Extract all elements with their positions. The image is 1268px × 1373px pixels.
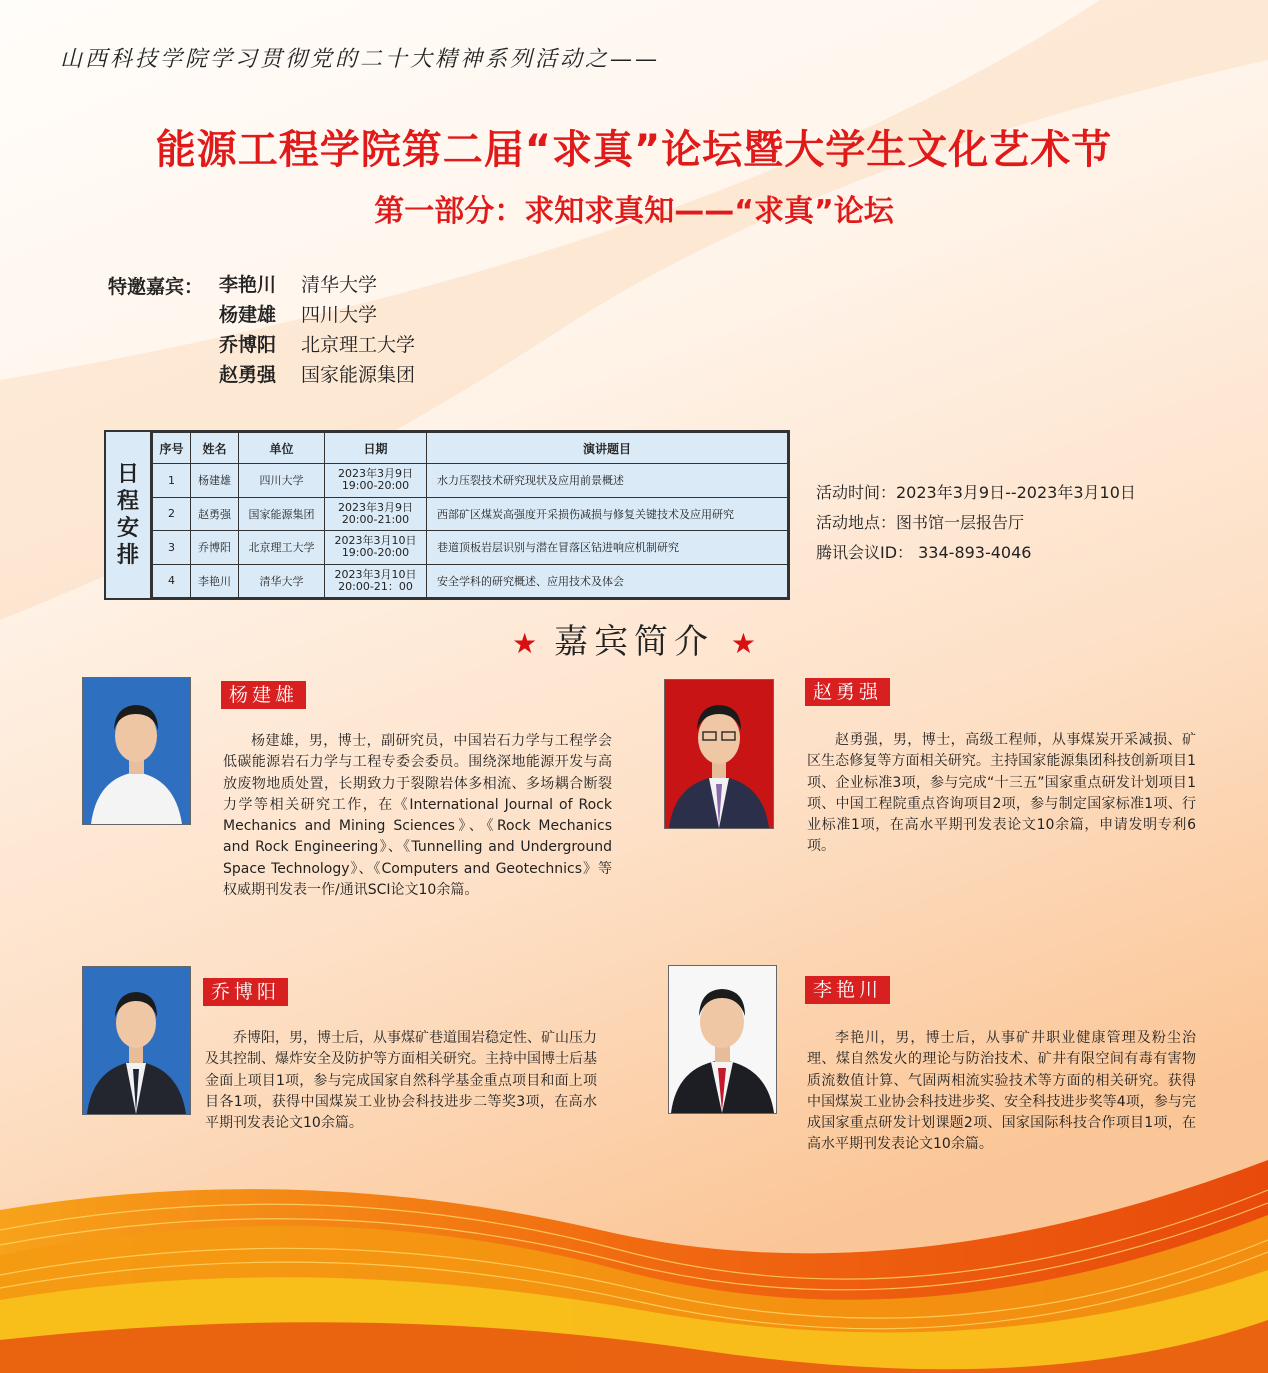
guest-name: 杨建雄	[219, 304, 277, 326]
cell-topic: 安全学科的研究概述、应用技术及体会	[427, 564, 788, 598]
schedule-table	[104, 430, 790, 600]
guest-unit: 四川大学	[301, 304, 378, 326]
header-line: 山西科技学院学习贯彻党的二十大精神系列活动之——	[60, 47, 661, 72]
cell-topic: 巷道顶板岩层识别与潜在冒落区钻进响应机制研究	[427, 531, 788, 565]
cell-no: 1	[153, 464, 191, 498]
profile-bio: 乔博阳，男，博士后，从事煤矿巷道围岩稳定性、矿山压力及其控制、爆炸安全及防护等方面相关研究。主持中国博士后基金面上项目1项，参与完成国家自然科学基金重点项目和面上项目各1项，获得中国煤炭工业协会科技进步二等奖3项，在高水平期刊发表论文10余篇。	[205, 1030, 597, 1132]
schedule-tag-char: 安	[116, 516, 139, 541]
intro-title-text: 嘉宾简介	[554, 622, 714, 662]
cell-topic: 水力压裂技术研究现状及应用前景概述	[427, 464, 788, 498]
cell-topic: 西部矿区煤炭高强度开采损伤减损与修复关键技术及应用研究	[427, 497, 788, 531]
date-time: 19:00-20:00	[341, 546, 410, 560]
profile-name-tag: 乔博阳	[203, 978, 288, 1006]
profile-name-tag: 杨建雄	[221, 681, 306, 709]
schedule-tag-char: 排	[116, 543, 139, 568]
table-header-row	[153, 433, 788, 464]
cell-no: 3	[153, 531, 191, 565]
profile-name-tag: 赵勇强	[805, 678, 890, 706]
cell-name: 杨建雄	[191, 464, 239, 498]
cell-no: 4	[153, 564, 191, 598]
table-row	[153, 497, 788, 531]
star-icon: ★	[730, 627, 756, 660]
profile-bio: 杨建雄，男，博士，副研究员，中国岩石力学与工程学会低碳能源岩石力学与工程专委会委员。围绕深地能源开发与高放废物地质处置，长期致力于裂隙岩体多相流、多场耦合断裂力学等相关研究工作，在《International Journal of Rock Mechanics and Mining Sciences》、《Rock Mechanics and Rock Engineering》、《Tunnelling and Underground Space Technology》、《Computers and Geotechnics》等权威期刊发表一作/通讯SCI论文10余篇。	[223, 733, 612, 899]
cell-unit: 四川大学	[239, 464, 325, 498]
column-header: 演讲题目	[427, 433, 788, 464]
star-icon: ★	[512, 627, 538, 660]
cell-date	[325, 564, 427, 598]
date-day: 2023年3月10日	[334, 534, 417, 548]
portrait-photo	[82, 677, 191, 825]
column-header: 姓名	[191, 433, 239, 464]
event-time: 活动时间：2023年3月9日--2023年3月10日	[816, 483, 1136, 502]
profile-bio: 赵勇强，男，博士，高级工程师，从事煤炭开采减损、矿区生态修复等方面相关研究。主持国家能源集团科技创新项目1项、企业标准3项，参与完成“十三五”国家重点研发计划项目1项、中国工程院重点咨询项目2项，参与制定国家标准1项、行业标准1项，在高水平期刊发表论文10余篇，申请发明专利6项。	[807, 732, 1196, 855]
event-info	[816, 478, 1136, 568]
cell-date	[325, 464, 427, 498]
intro-title	[0, 614, 1268, 663]
portrait-image	[83, 967, 190, 1114]
guest-name: 李艳川	[219, 274, 277, 296]
portrait-image	[83, 678, 190, 824]
event-place: 活动地点：图书馆一层报告厅	[816, 513, 1025, 532]
date-day: 2023年3月10日	[334, 567, 417, 581]
portrait-photo	[668, 965, 777, 1114]
cell-name: 乔博阳	[191, 531, 239, 565]
guest-row	[219, 362, 415, 392]
meeting-id: 腾讯会议ID： 334-893-4046	[816, 543, 1032, 562]
portrait-photo	[82, 966, 191, 1115]
cell-unit: 北京理工大学	[239, 531, 325, 565]
cell-date	[325, 531, 427, 565]
portrait-photo	[664, 679, 774, 829]
portrait-image	[669, 966, 776, 1113]
guest-unit: 清华大学	[301, 274, 378, 296]
column-header: 日期	[325, 433, 427, 464]
guest-row	[219, 332, 415, 362]
guest-row	[219, 302, 415, 332]
schedule-tag	[106, 432, 152, 598]
portrait-image	[665, 680, 773, 828]
schedule-tag-char: 日	[116, 462, 139, 487]
guest-unit: 北京理工大学	[301, 334, 416, 356]
date-day: 2023年3月9日	[338, 500, 413, 514]
cell-name: 李艳川	[191, 564, 239, 598]
guest-list	[219, 272, 415, 392]
main-title: 能源工程学院第二届“求真”论坛暨大学生文化艺术节	[155, 127, 1113, 173]
guest-name: 乔博阳	[219, 334, 277, 356]
date-time: 19:00-20:00	[341, 479, 410, 493]
date-time: 20:00-21:00	[341, 512, 410, 526]
date-day: 2023年3月9日	[338, 467, 413, 481]
schedule-tag-char: 程	[116, 489, 139, 514]
column-header: 单位	[239, 433, 325, 464]
cell-unit: 国家能源集团	[239, 497, 325, 531]
guest-unit: 国家能源集团	[301, 364, 416, 386]
cell-name: 赵勇强	[191, 497, 239, 531]
profile-name-tag: 李艳川	[805, 976, 890, 1004]
guest-label: 特邀嘉宾：	[108, 276, 204, 298]
table-row	[153, 531, 788, 565]
date-time: 20:00-21：00	[338, 579, 413, 593]
sub-title: 第一部分：求知求真知——“求真”论坛	[374, 194, 894, 229]
column-header: 序号	[153, 433, 191, 464]
guest-name: 赵勇强	[219, 364, 277, 386]
profile-bio: 李艳川，男，博士后，从事矿井职业健康管理及粉尘治理、煤自然发火的理论与防治技术、矿井有限空间有毒有害物质流数值计算、气固两相流实验技术等方面的相关研究。获得中国煤炭工业协会科技进步奖、安全科技进步奖等4项，参与完成国家重点研发计划课题2项、国家国际科技合作项目1项，在高水平期刊发表论文10余篇。	[807, 1030, 1196, 1153]
table-row	[153, 564, 788, 598]
guest-row	[219, 272, 415, 302]
schedule-grid	[152, 432, 788, 598]
cell-date	[325, 497, 427, 531]
cell-unit: 清华大学	[239, 564, 325, 598]
cell-no: 2	[153, 497, 191, 531]
table-row	[153, 464, 788, 498]
